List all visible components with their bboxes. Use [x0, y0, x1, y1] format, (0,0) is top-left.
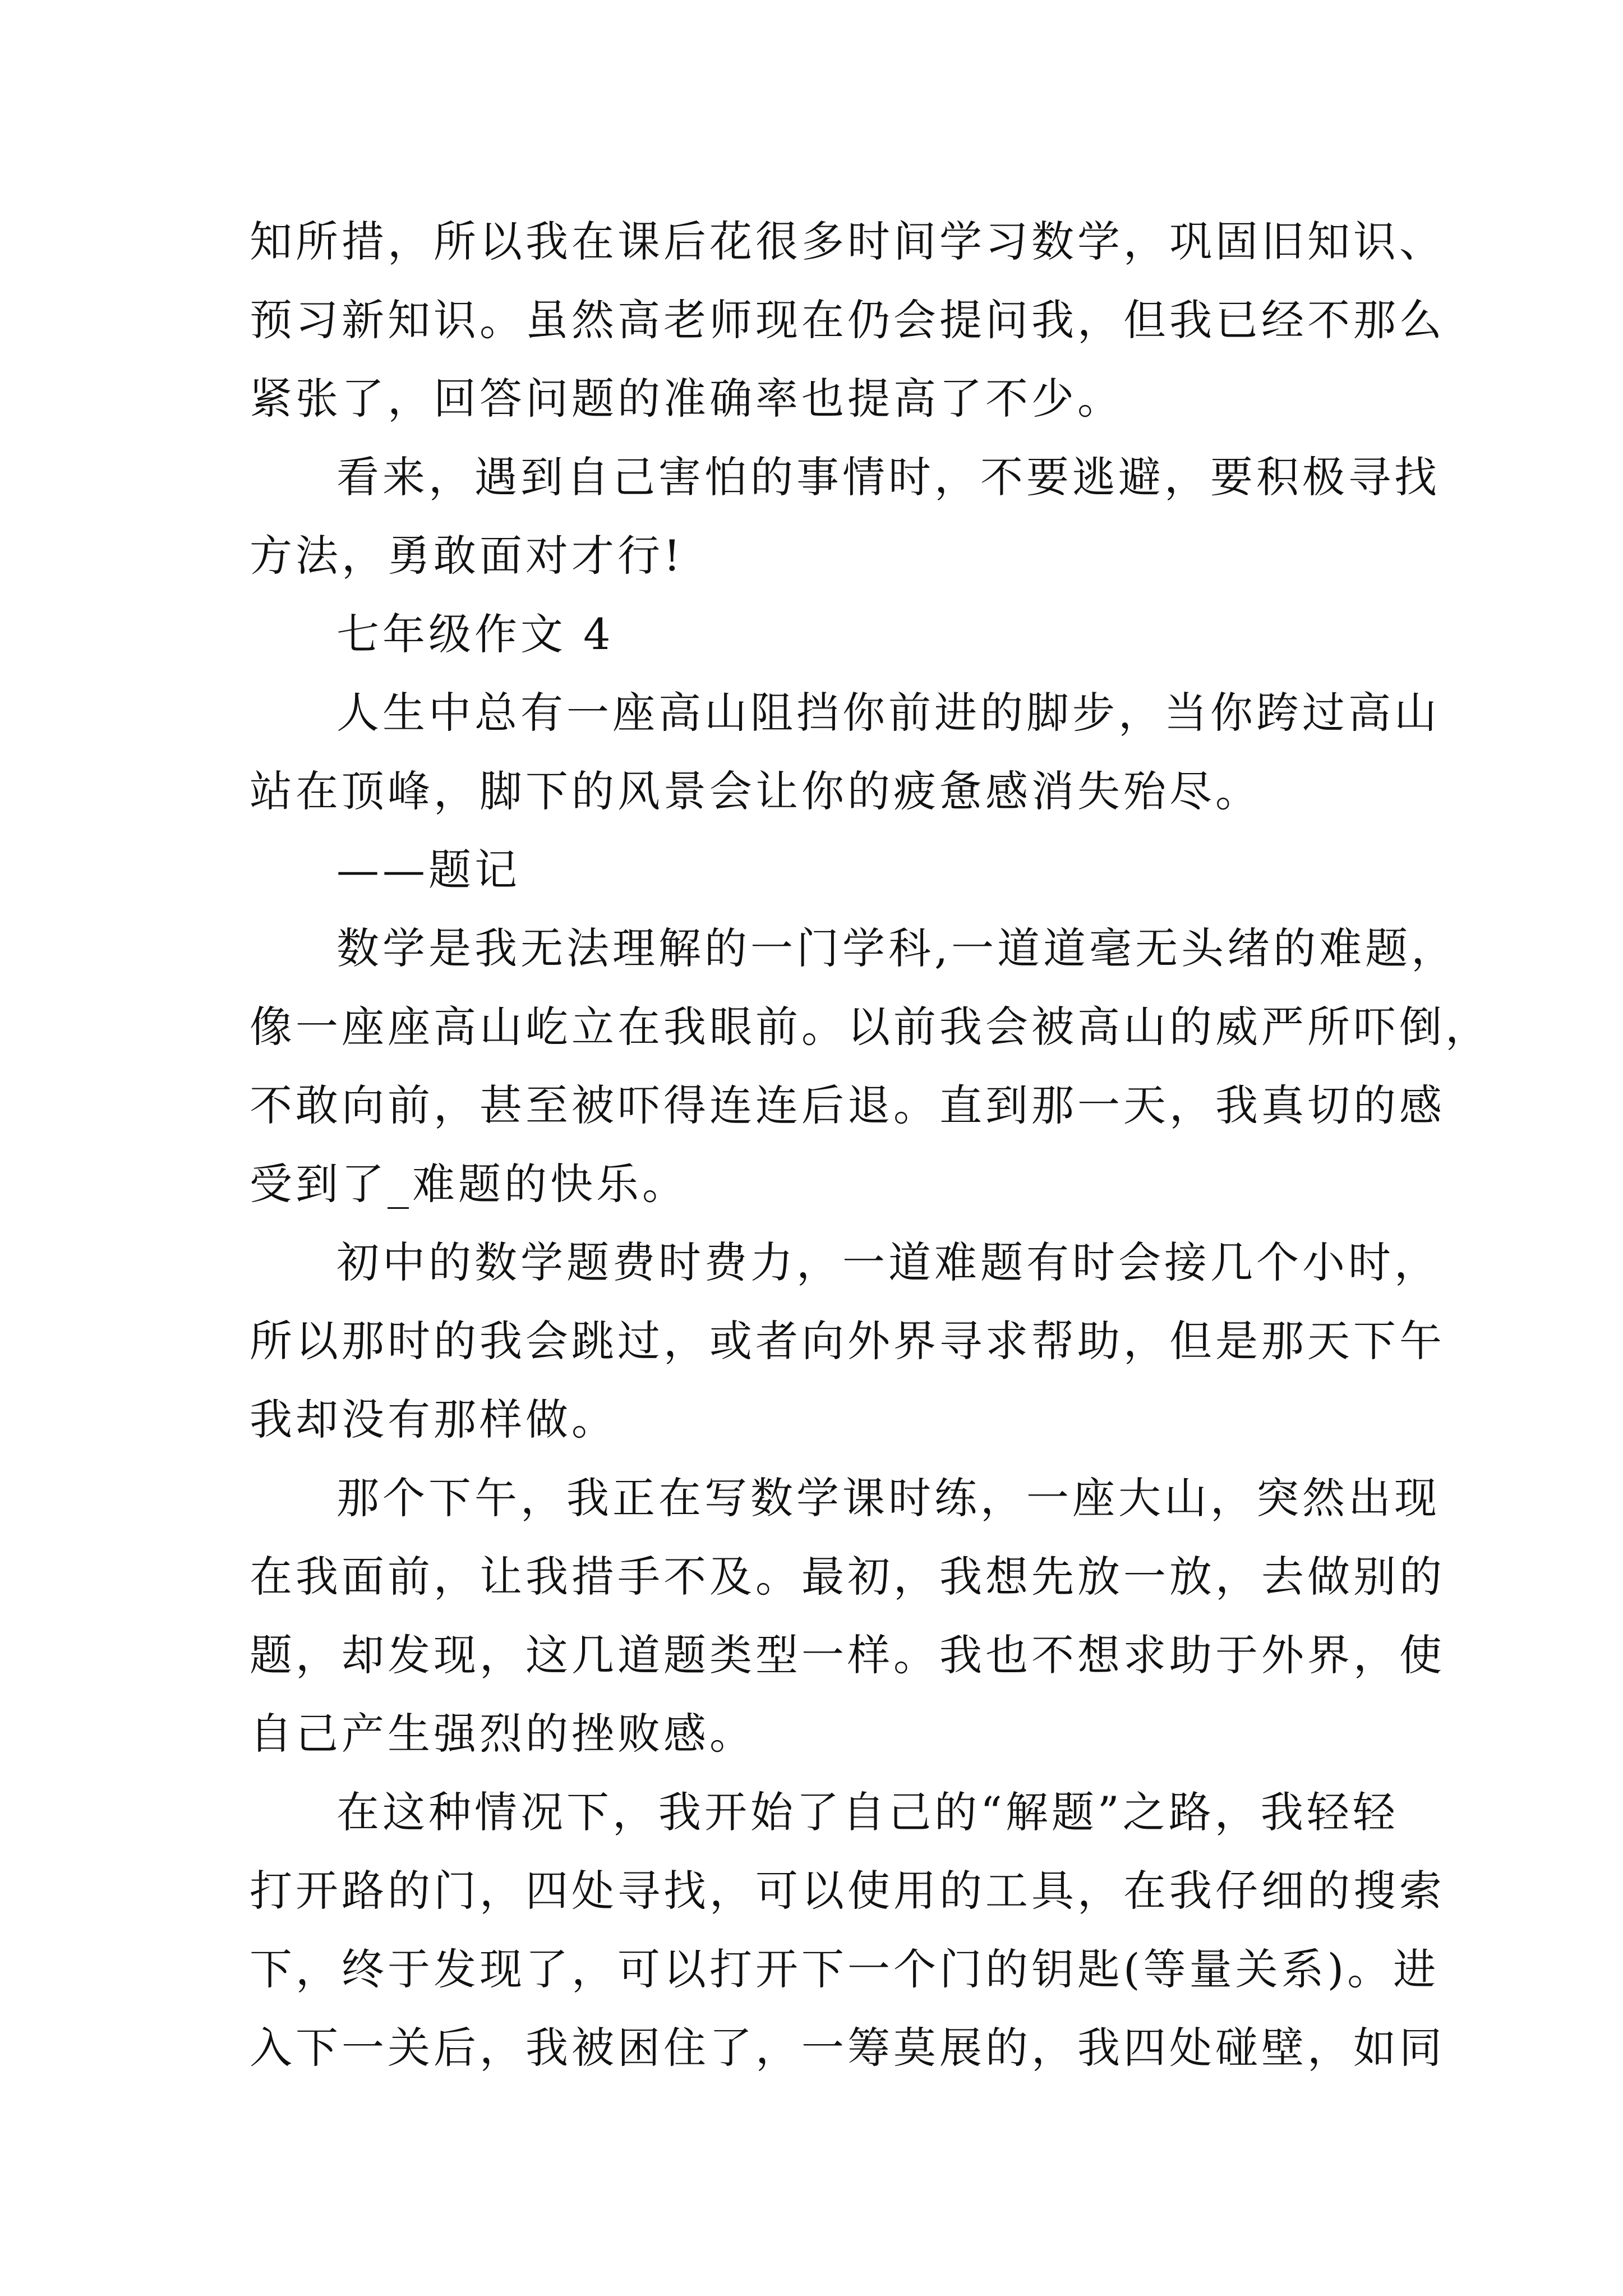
text-line-1: 知所措，所以我在课后花很多时间学习数学，巩固旧知识、 — [250, 217, 1445, 266]
text-line-10: 数学是我无法理解的一门学科,一道道毫无头绪的难题， — [336, 923, 1458, 973]
text-line-23: 下，终于发现了，可以打开下一个门的钥匙(等量关系)。进 — [250, 1944, 1440, 1994]
text-line-21: 在这种情况下，我开始了自己的“解题”之路，我轻轻 — [336, 1787, 1399, 1837]
text-line-13: 受到了_难题的快乐。 — [250, 1159, 688, 1209]
text-line-16: 我却没有那样做。 — [250, 1395, 617, 1444]
section-heading: 七年级作文 4 — [336, 609, 614, 659]
text-line-12: 不敢向前，甚至被吓得连连后退。直到那一天，我真切的感 — [250, 1080, 1445, 1130]
text-line-24: 入下一关后，我被困住了，一筹莫展的，我四处碰壁，如同 — [250, 2023, 1445, 2073]
text-line-20: 自己产生强烈的挫败感。 — [250, 1709, 755, 1759]
text-line-15: 所以那时的我会跳过，或者向外界寻求帮助，但是那天下午 — [250, 1316, 1445, 1366]
text-line-8: 站在顶峰，脚下的风景会让你的疲惫感消失殆尽。 — [250, 766, 1261, 816]
text-line-18: 在我面前，让我措手不及。最初，我想先放一放，去做别的 — [250, 1552, 1445, 1602]
text-line-17: 那个下午，我正在写数学课时练，一座大山，突然出现 — [336, 1473, 1440, 1523]
text-line-4: 看来，遇到自己害怕的事情时，不要逃避，要积极寻找 — [336, 452, 1440, 502]
text-line-3: 紧张了，回答问题的准确率也提高了不少。 — [250, 374, 1123, 424]
epigraph-attribution: ——题记 — [336, 845, 520, 895]
text-line-19: 题，却发现，这几道题类型一样。我也不想求助于外界，使 — [250, 1630, 1445, 1680]
text-line-14: 初中的数学题费时费力，一道难题有时会接几个小时， — [336, 1237, 1440, 1287]
text-line-11: 像一座座高山屹立在我眼前。以前我会被高山的威严所吓倒， — [250, 1002, 1491, 1052]
text-line-7: 人生中总有一座高山阻挡你前进的脚步，当你跨过高山 — [336, 688, 1440, 738]
text-line-5: 方法，勇敢面对才行! — [250, 531, 684, 581]
text-line-2: 预习新知识。虽然高老师现在仍会提问我，但我已经不那么 — [250, 295, 1445, 345]
text-line-22: 打开路的门，四处寻找，可以使用的工具，在我仔细的搜索 — [250, 1866, 1445, 1916]
